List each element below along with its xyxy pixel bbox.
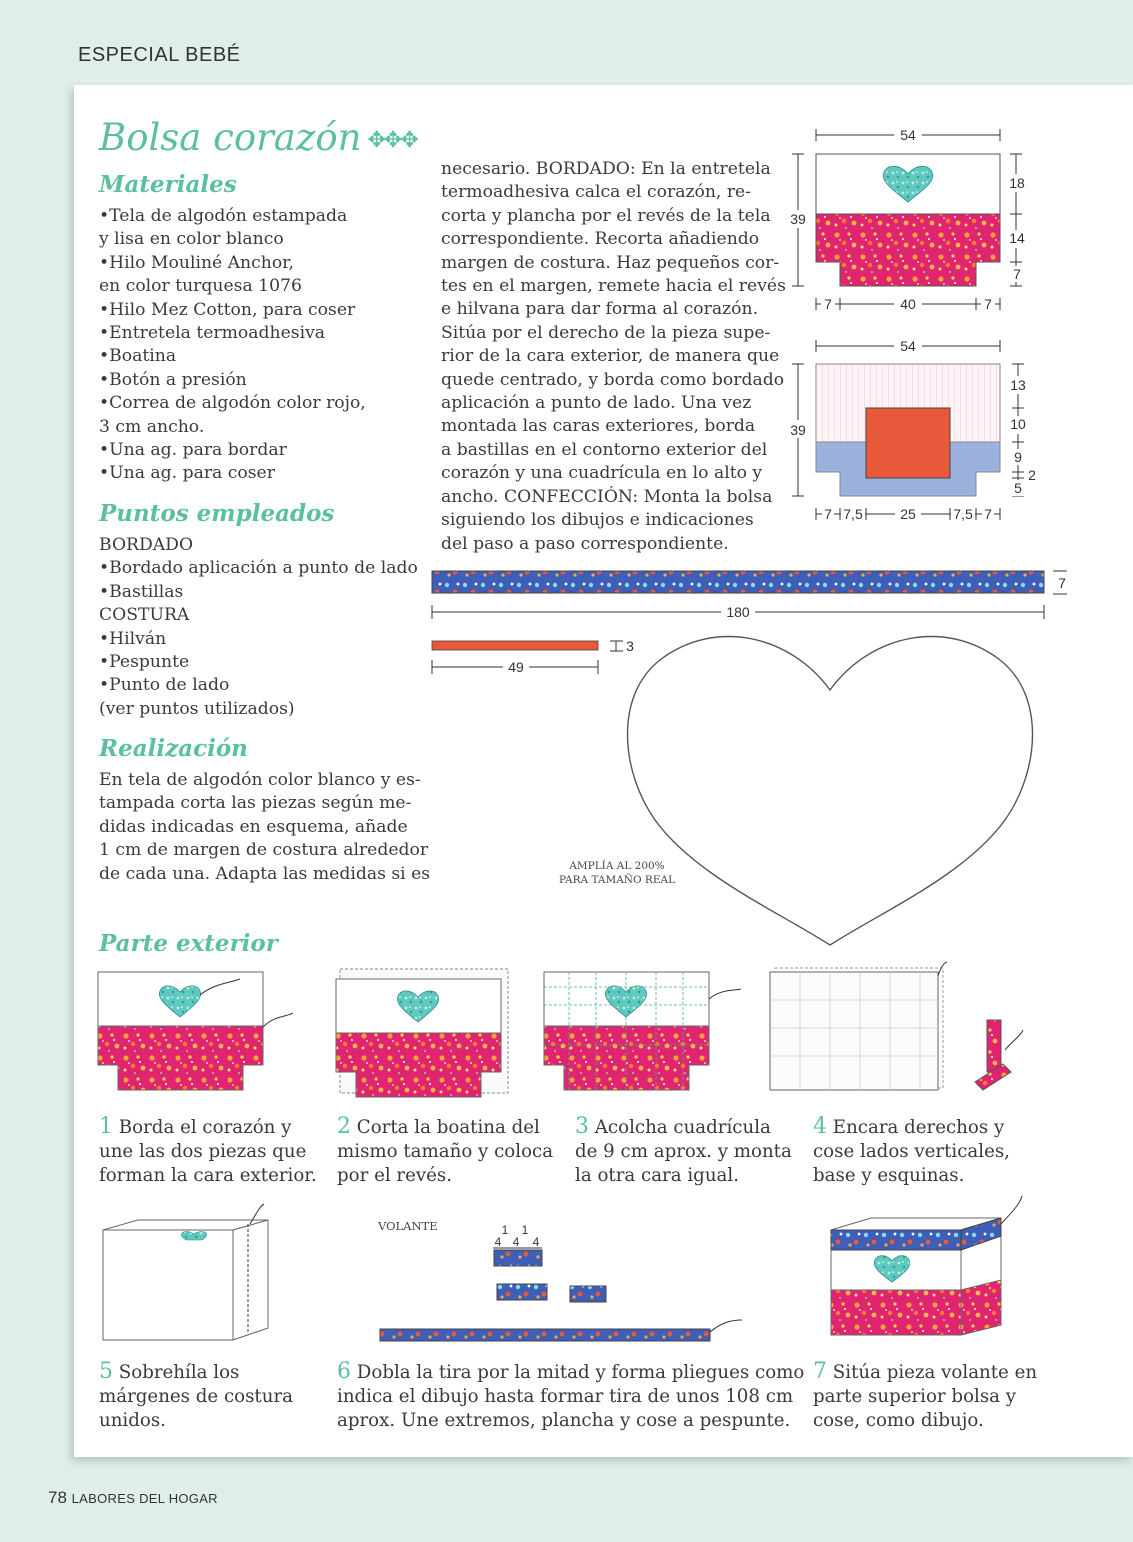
realizacion-line: ancho. CONFECCIÓN: Monta la bolsa [441,486,773,507]
puntos-line: •Punto de lado [99,675,230,696]
step-text: une las dos piezas que [99,1141,307,1163]
ruffle-strip [432,571,1044,593]
step-1 [99,1115,317,1189]
enlarge-note-line: PARA TAMAÑO REAL [558,874,676,886]
realizacion-line: aplicación a punto de lado. Una vez [441,393,752,414]
realizacion-line: didas indicadas en esquema, añade [99,816,408,837]
heart-template [615,620,1045,950]
dim-bottom: 7,5 [843,506,863,522]
step-text: parte superior bolsa y [813,1386,1017,1408]
step-number: 5 [99,1359,113,1384]
step-number: 1 [99,1114,113,1139]
strip-length: 180 [726,604,750,620]
puntos-heading: Puntos empleados [99,500,335,527]
dim-width: 54 [900,338,916,354]
step-number: 2 [337,1114,351,1139]
volante-mark: 4 [494,1235,502,1249]
realizacion-line: correspondiente. Recorta añadiendo [441,229,760,250]
dim-bottom: 7 [824,506,832,522]
volante-mark: 4 [532,1235,540,1249]
step-number: 3 [575,1114,589,1139]
step-text: mismo tamaño y coloca [337,1141,554,1163]
materiales-line: •Correa de algodón color rojo, [99,393,366,414]
volante-mark: 1 [521,1223,529,1237]
volante-mark: 1 [501,1223,509,1237]
step-text: unidos. [99,1410,166,1432]
dim-right: 9 [1014,449,1022,465]
step-5-illustration [98,1200,278,1348]
step-number: 4 [813,1114,827,1139]
dim-bottom: 7 [824,296,832,312]
puntos-line: •Bordado aplicación a punto de lado [99,558,418,579]
step-text: forman la cara exterior. [99,1165,317,1187]
materiales-line: •Hilo Mouliné Anchor, [99,252,294,273]
dim-right: 5 [1014,480,1022,496]
materiales-line: •Hilo Mez Cotton, para coser [99,299,356,320]
materiales-line: •Entretela termoadhesiva [99,323,326,344]
realizacion-line: rior de la cara exterior, de manera que [441,346,780,367]
title-ornament: ✥✥✥ [367,128,417,153]
step-number: 6 [337,1359,351,1384]
step-text: de 9 cm aprox. y monta [575,1141,792,1163]
realizacion-line: a bastillas en el contorno exterior del [441,439,768,460]
materiales-line: en color turquesa 1076 [99,276,302,297]
volante-label: VOLANTE [378,1219,438,1233]
realizacion-line: tes en el margen, remete hacia el revés [441,276,786,297]
realizacion-line: quede centrado, y borda como bordado [441,369,785,390]
realizacion-line: montada las caras exteriores, borda [441,416,756,437]
enlarge-note [552,859,682,887]
puntos-line: •Bastillas [99,581,184,602]
realizacion-text [99,769,430,886]
dim-bottom: 25 [900,506,916,522]
puntos-line: •Hilván [99,628,167,649]
realizacion-line: necesario. BORDADO: En la entretela [441,159,771,179]
step-text: Sitúa pieza volante en [832,1362,1038,1383]
materiales-line: •Tela de algodón estampada [99,206,348,226]
realizacion-line: Sitúa por el derecho de la pieza supe- [441,322,771,343]
realizacion-line: e hilvana para dar forma al corazón. [441,299,759,320]
realizacion-line: del paso a paso correspondiente. [441,533,729,554]
dim-right: 10 [1010,416,1026,432]
step-2 [337,1115,553,1189]
dim-bottom: 7 [984,506,992,522]
pattern-piece-exterior [780,120,1040,320]
step-text: la otra cara igual. [575,1165,739,1187]
step-4 [813,1115,1010,1189]
step-7-illustration [826,1190,1036,1350]
materiales-list [99,205,366,486]
puntos-line: (ver puntos utilizados) [99,698,295,719]
materiales-line: 3 cm ancho. [99,416,205,437]
step-text: por el revés. [337,1165,453,1187]
step-number: 7 [813,1359,827,1384]
puntos-line: BORDADO [99,535,194,555]
realizacion-line: de cada una. Adapta las medidas si es [99,863,431,884]
puntos-line: •Pespunte [99,652,190,673]
volante-mark: 4 [512,1235,520,1249]
realizacion-line: termoadhesiva calca el corazón, re- [441,182,752,203]
step-text: márgenes de costura [99,1386,293,1408]
strap-length: 49 [508,659,524,675]
realizacion-line: 1 cm de margen de costura alrededor [99,840,429,861]
materiales-line: y lisa en color blanco [99,229,284,250]
step-text: Borda el corazón y [118,1117,292,1138]
page-number: 78 [48,1488,67,1507]
strap-piece [432,641,598,650]
realizacion-line: corazón y una cuadrícula en lo alto y [441,463,763,484]
title-text: Bolsa corazón [99,116,362,159]
dim-height: 39 [790,211,806,227]
dim-bottom: 7 [984,296,992,312]
dim-bottom: 40 [900,296,916,312]
realizacion-continued [441,158,786,556]
materiales-line: •Una ag. para coser [99,463,275,484]
realizacion-line: margen de costura. Haz pequeños cor- [441,252,780,273]
materiales-line: •Botón a presión [99,369,247,390]
materiales-heading: Materiales [99,171,237,198]
pattern-piece-lining [780,332,1050,532]
step-5 [99,1360,293,1434]
step-text: Corta la boatina del [356,1117,540,1138]
step-1-illustration [95,965,300,1100]
step-text: Acolcha cuadrícula [594,1117,771,1138]
parte-exterior-heading: Parte exterior [99,930,278,957]
dim-width: 54 [900,127,916,143]
step-4-illustration [765,960,1035,1095]
dim-height: 39 [790,422,806,438]
step-6 [337,1360,804,1434]
step-text: indica el dibujo hasta formar tira de unos 108 cm [337,1386,794,1408]
page-title [99,116,417,159]
materiales-line: •Una ag. para bordar [99,440,287,461]
page-footer [48,1488,218,1508]
publication-name: LABORES DEL HOGAR [71,1491,218,1506]
strip-height: 7 [1058,575,1066,591]
step-text: base y esquinas. [813,1165,965,1187]
step-text: cose, como dibujo. [813,1410,984,1432]
step-3-illustration [541,965,746,1100]
step-text: Dobla la tira por la mitad y forma pliegues como [356,1362,805,1383]
enlarge-note-line: AMPLÍA AL 200% [569,860,665,872]
dim-right: 18 [1009,175,1025,191]
dim-right: 13 [1010,377,1026,393]
dim-bottom: 7,5 [953,506,973,522]
dim-right: 7 [1013,266,1021,282]
step-text: aprox. Une extremos, plancha y cose a pespunte. [337,1410,791,1432]
puntos-list [99,534,418,721]
realizacion-line: siguiendo los dibujos e indicaciones [441,510,754,531]
puntos-line: COSTURA [99,605,190,626]
dim-right-extra: 2 [1028,467,1036,483]
realizacion-line: tampada corta las piezas según me- [99,793,412,814]
step-6-illustration [370,1222,750,1347]
step-text: Sobrehíla los [118,1362,240,1383]
realizacion-line: corta y plancha por el revés de la tela [441,205,771,226]
realizacion-heading: Realización [99,735,248,762]
step-text: Encara derechos y [832,1117,1005,1138]
dim-right: 14 [1009,230,1025,246]
step-7 [813,1360,1037,1434]
section-tag: ESPECIAL BEBÉ [78,44,241,66]
step-3 [575,1115,792,1189]
realizacion-line: En tela de algodón color blanco y es- [99,770,421,790]
step-2-illustration [333,965,538,1100]
step-text: cose lados verticales, [813,1141,1010,1163]
strap-height: 3 [626,638,634,654]
materiales-line: •Boatina [99,346,177,367]
